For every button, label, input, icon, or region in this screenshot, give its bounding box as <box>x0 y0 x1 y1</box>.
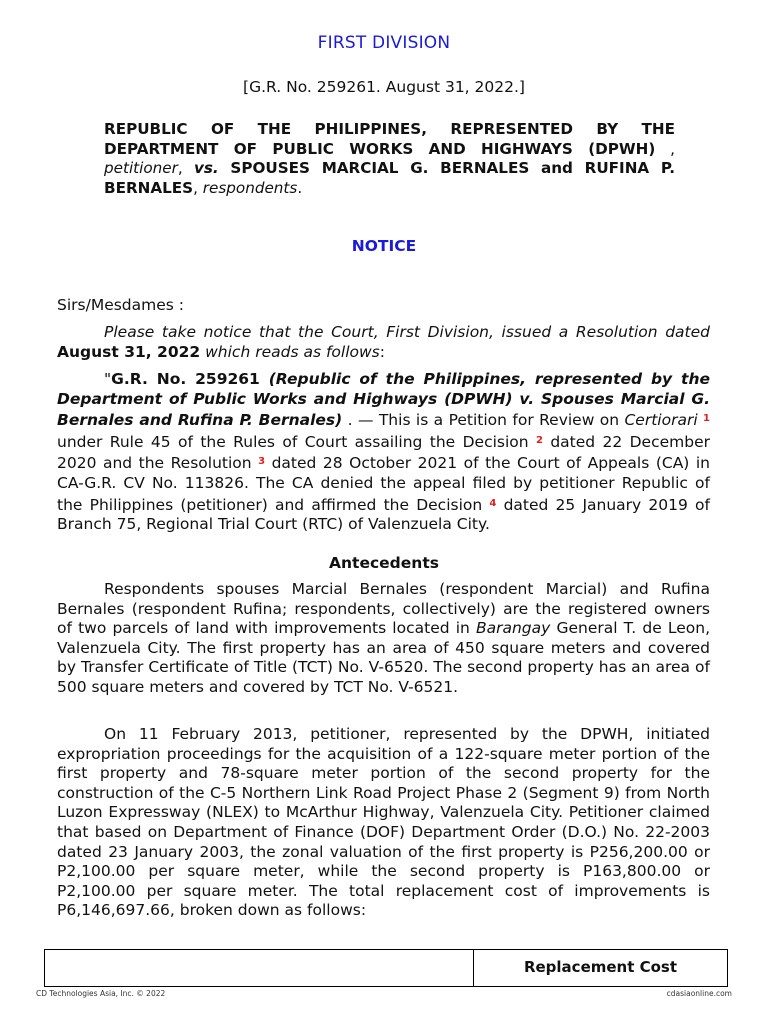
footnote-3-link[interactable]: 3 <box>258 456 266 468</box>
barangay-term: Barangay <box>475 619 551 638</box>
versus-label: vs. <box>193 159 219 177</box>
resolution-text: dated 25 January 2019 of Branch 75, Regional Trial Court (RTC) of Valenzuela City. <box>57 495 710 534</box>
caption-end: . <box>297 178 303 197</box>
replacement-cost-table <box>44 949 728 987</box>
resolution-text: dated 22 December 2020 and the Resolution <box>57 432 711 473</box>
antecedents-paragraph-1 <box>57 580 710 698</box>
case-title: (Republic of the Philippines, represented by the Department of Public Works and Highways (DPWH) v. Spouses Marcial G. Bernales and Rufina P. Bernales) <box>57 370 710 430</box>
petitioner-name: REPUBLIC OF THE PHILIPPINES, REPRESENTED BY THE DEPARTMENT OF PUBLIC WORKS AND HIGHWAYS (DPWH) <box>104 120 675 158</box>
salutation: Sirs/Mesdames : <box>57 296 184 314</box>
footer-copyright: CD Technologies Asia, Inc. © 2022 <box>36 989 166 998</box>
table-header-cell <box>45 950 474 986</box>
antecedents-paragraph-2: On 11 February 2013, petitioner, represented by the DPWH, initiated expropriation proceedings for the acquisition of a 122-square meter portion of the first property and 78-square meter portion of the second property for the construction of the C-5 Northern Link Road Project Phase 2 (Segment 9) from North Luzon Expressway (NLEX) to McArthur Highway, Valenzuela City. Petitioner claimed that based on Department of Finance (DOF) Department Order (D.O.) No. 22-2003 dated 23 January 2003, the zonal valuation of the first property is P256,200.00 or P2,100.00 per square meter, while the second property is P163,800.00 or P2,100.00 per square meter. The total replacement cost of improvements is P6,146,697.66, broken down as follows: <box>57 725 710 920</box>
resolution-text: under Rule 45 of the Rules of Court assailing the Decision <box>57 432 536 451</box>
caption-separator: , <box>655 139 676 158</box>
resolution-text: . — This is a Petition for Review on <box>342 411 625 430</box>
notice-title: NOTICE <box>351 237 417 255</box>
table-header-replacement-cost: Replacement Cost <box>523 958 678 976</box>
gr-number: G.R. No. 259261 <box>111 370 260 388</box>
intro-date: August 31, 2022 <box>57 342 201 361</box>
respondent-label: respondents <box>202 178 298 197</box>
paragraph-text: General T. de Leon, Valenzuela City. The first property has an area of 450 square meters and covered by Transfer Certificate of Title (TCT) No. V-6520. The second property has an area of 500 square meters and covered by TCT No. V-6521. <box>57 619 711 696</box>
case-number: [G.R. No. 259261. August 31, 2022.] <box>243 78 525 96</box>
respondent-name: SPOUSES MARCIAL G. BERNALES and RUFINA P. BERNALES <box>104 159 676 197</box>
open-quote: " <box>104 370 112 388</box>
case-caption <box>104 120 675 198</box>
caption-separator: , <box>193 178 203 197</box>
antecedents-heading: Antecedents <box>329 554 439 572</box>
footnote-2-link[interactable]: 2 <box>535 434 543 446</box>
intro-text: Please take notice that the Court, First Division, issued a Resolution dated <box>104 323 710 341</box>
resolution-text: dated 28 October 2021 of the Court of Appeals (CA) in CA-G.R. CV No. 113826. The CA denied the appeal filed by petitioner Republic of the Philippines (petitioner) and affirmed the Decision <box>57 454 710 514</box>
resolution-paragraph <box>57 370 710 535</box>
notice-intro <box>57 323 710 362</box>
division-heading: FIRST DIVISION <box>317 33 451 53</box>
caption-separator: , <box>177 159 194 177</box>
intro-end: : <box>379 342 385 361</box>
paragraph-text: Respondents spouses Marcial Bernales (respondent Marcial) and Rufina Bernales (respondent Rufina; respondents, collectively) are the registered owners of two parcels of land with improvements located in <box>57 580 710 638</box>
intro-tail: which reads as follows <box>200 342 380 361</box>
footer-website: cdasiaonline.com <box>666 989 732 998</box>
footnote-4-link[interactable]: 4 <box>489 497 497 509</box>
certiorari-term: Certiorari <box>624 411 698 430</box>
petitioner-label: petitioner <box>104 159 178 177</box>
footnote-1-link[interactable]: 1 <box>703 413 711 425</box>
